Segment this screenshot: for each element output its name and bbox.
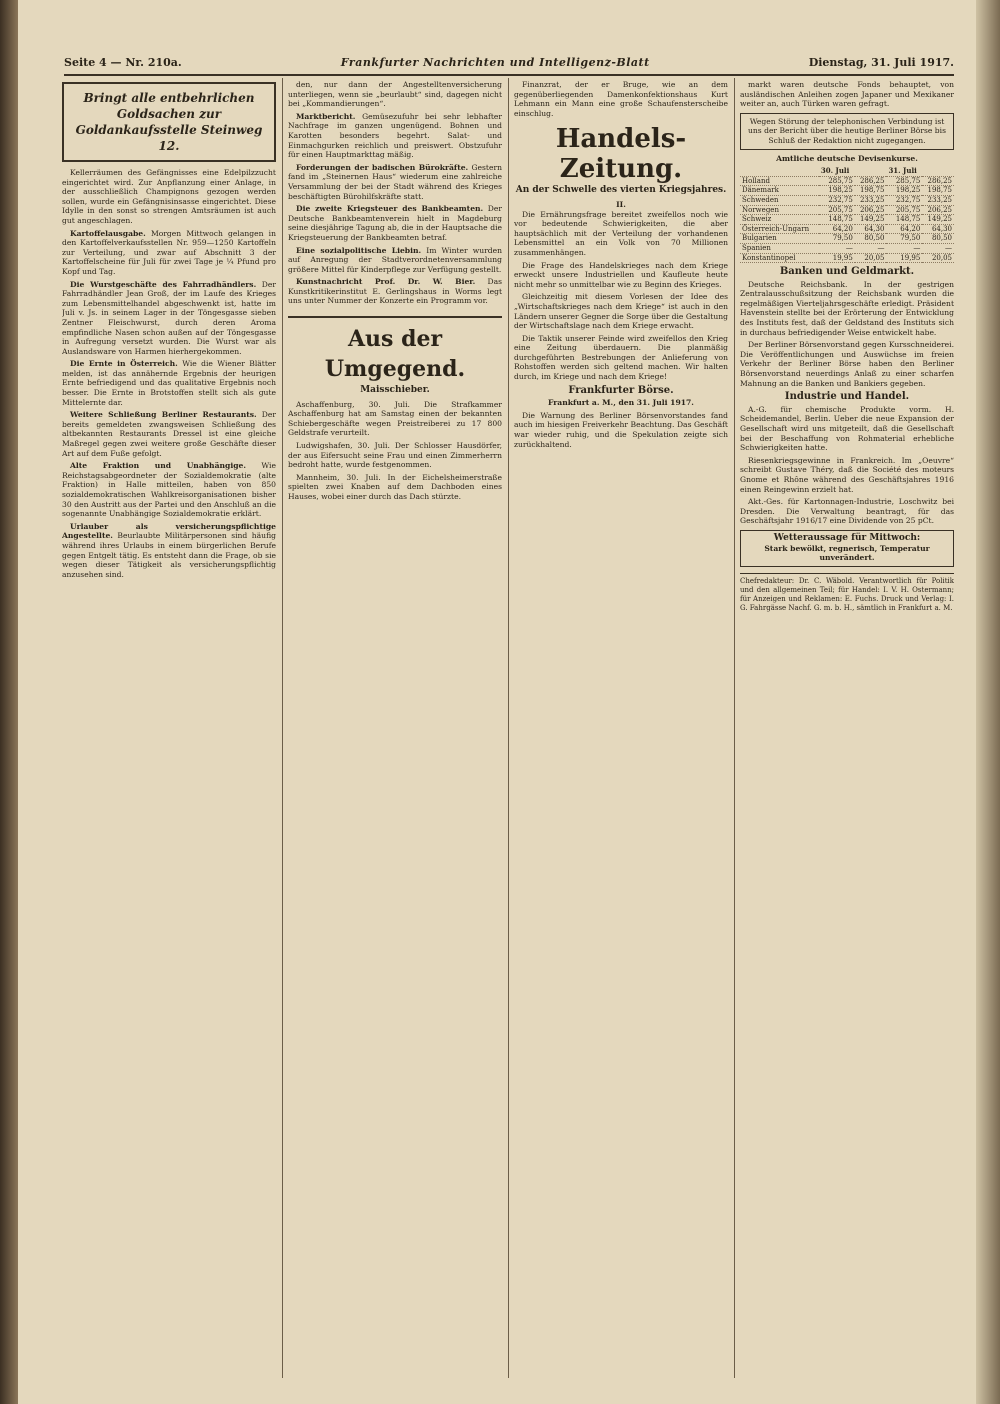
fx-cell: 205,75	[886, 205, 922, 215]
column-2	[288, 80, 502, 1380]
fx-cell: 198,25	[819, 186, 855, 196]
paragraph: Der Fahrradhändler Jean Groß, der im Laufe des Krieges zum Lebensmittelhandel abgeschwenkt ist, hatte im Juli v. Js. in seinem Lager in der Töngesgasse sieben Zentner Fleischwurst, durch deren Aroma empfindliche Nasen schon außen auf der Töngesgasse in Aufregung versetzt wurden. Die Wurst war als Auslandsware von Harmen hierhergekommen.	[62, 279, 276, 356]
paragraph: Die Warnung des Berliner Börsenvorstandes fand auch im hiesigen Freiverkehr Beachtung. Das Geschäft war wieder ruhig, und die Spekulation zeigte sich zurückhaltend.	[514, 410, 728, 449]
weather-title: Wetteraussage für Mittwoch:	[773, 532, 921, 543]
next-page-edge	[976, 0, 1000, 1404]
paragraph: Kellerräumen des Gefängnisses eine Edelpilzzucht eingerichtet wird. Zur Anpflanzung einer Anlage, in der ausschließlich Champignons gezogen werden sollen, wurde ein Gefängnisinsasse eingerichtet. Diese Idylle in den sonst so strengen Amtsräumen ist auch gut angeschlagen.	[62, 168, 276, 225]
fx-cell: Bulgarien	[740, 234, 819, 244]
paragraph: Gemüsezufuhr bei sehr lebhafter Nachfrage im ganzen ungenügend. Bohnen und Karotten besonders begehrt. Salat- und Einmachgurken reichlich und preiswert. Obstzufuhr für einen Hauptmarkttag mäßig.	[288, 111, 502, 160]
section-heading: Die Wurstgeschäfte des Fahrradhändlers.	[70, 279, 257, 289]
fx-cell: —	[819, 243, 855, 253]
paragraph: Gestern fand im „Steinernen Haus“ wiederum eine zahlreiche Versammlung der bei der Stadt während des Krieges beschäftigten Bürohilfskräfte statt.	[288, 162, 502, 201]
handels-subheading: An der Schwelle des vierten Kriegsjahres.	[515, 185, 727, 196]
imprint: Chefredakteur: Dr. C. Wäbold. Verantwortlich für Politik und den allgemeinen Teil; für Handel: I. V. H. Ostermann; für Anzeigen und Reklamen: E. Fuchs. Druck und Verlag: I. G. Fahrgässe Nachf. G. m. b. H., sämtlich in Frankfurt a. M.	[740, 573, 954, 613]
paragraph: den, nur dann der Angestelltenversicherung unterliegen, wenn sie „beurlaubt“ sind, dagegen nicht bei „Kommandierungen“.	[288, 80, 502, 109]
fx-cell: —	[886, 243, 922, 253]
banken-heading: Banken und Geldmarkt.	[779, 266, 915, 278]
paragraph: Aschaffenburg, 30. Juli. Die Strafkammer Aschaffenburg hat am Samstag einen der bekannten Schiebergeschäfte wegen Preistreiberei zu 17 800 Geldstrafe verurteilt.	[288, 399, 502, 438]
fx-row	[740, 215, 954, 225]
fx-cell: 205,75	[819, 205, 855, 215]
notice-box: Wegen Störung der telephonischen Verbindung ist uns der Bericht über die heutige Berliner Börse bis Schluß der Redaktion nicht zugegangen.	[740, 113, 954, 150]
paragraph: markt waren deutsche Fonds behauptet, von ausländischen Anleihen zogen Japaner und Mexikaner weiter an, auch Türken waren gefragt.	[740, 80, 954, 109]
page-header	[64, 56, 954, 76]
fx-cell: Schweiz	[740, 215, 819, 225]
boerse-dateline: Frankfurt a. M., den 31. Juli 1917.	[548, 398, 694, 408]
paragraph: Riesenkriegsgewinne in Frankreich. Im „Oeuvre“ schreibt Gustave Théry, daß die Société des moteurs Gnome et Rhône während des Geschäftsjahres 1916 einen Reingewinn erzielt hat.	[740, 455, 954, 494]
paragraph: Das Kunstkritikerinstitut E. Gerlingshaus in Worms legt uns unter Nummer der Konzerte ein Programm vor.	[288, 277, 502, 306]
paragraph: Deutsche Reichsbank. In der gestrigen Zentralausschußsitzung der Reichsbank wurden die regelmäßigen Vierteljahrsgeschäfte erledigt. Präsident Havenstein stellte bei der Erörterung der Entwicklung des Instituts fest, daß der Geldstand des Instituts sich in durchaus befriedigender Weise entwickelt habe.	[740, 279, 954, 337]
column-1	[62, 80, 276, 1380]
column-3	[514, 80, 728, 1380]
section-heading: Die Ernte in Österreich.	[70, 359, 178, 369]
part-numeral: II.	[616, 199, 626, 209]
fx-cell: 232,75	[819, 195, 855, 205]
fx-cell: 19,95	[886, 253, 922, 263]
fx-cell: 148,75	[819, 215, 855, 225]
fx-cell: Konstantinopel	[740, 253, 819, 263]
section-heading: Eine sozialpolitische Liebin.	[296, 245, 422, 255]
gold-ad-box: Bringt alle entbehrlichen Goldsachen zur Goldankaufsstelle Steinweg 12.	[62, 82, 276, 162]
fx-cell: 233,25	[922, 195, 954, 205]
fx-cell: 286,25	[855, 176, 887, 186]
fx-cell: —	[855, 243, 887, 253]
fx-cell: 198,75	[855, 186, 887, 196]
fx-cell: 149,25	[855, 215, 887, 225]
section-heading: Kunstnachricht Prof. Dr. W. Bier.	[296, 277, 476, 287]
paragraph: Beurlaubte Militärpersonen sind häufig während ihres Urlaubs in einem bürgerlichen Berufe gegen Entgelt tätig. Es entsteht dann die Frage, ob sie wegen dieser Tätigkeit als versicherungspflichtig anzusehen sind.	[62, 531, 276, 579]
fx-cell: 206,25	[855, 205, 887, 215]
fx-header-cell	[922, 167, 954, 176]
fx-row	[740, 186, 954, 196]
fx-cell: 79,50	[819, 234, 855, 244]
fx-cell: —	[922, 243, 954, 253]
fx-header-cell	[740, 167, 819, 176]
fx-cell: 198,25	[886, 186, 922, 196]
fx-cell: 64,30	[855, 224, 887, 234]
fx-cell: 64,20	[819, 224, 855, 234]
fx-cell: 64,30	[922, 224, 954, 234]
page-number: Seite 4 — Nr. 210a.	[64, 56, 182, 69]
paragraph: Die Ernährungsfrage bereitet zweifellos noch wie vor bedeutende Schwierigkeiten, die aber hauptsächlich mit der Verteilung der vorhandenen Lebensmittel an ein Volk von 70 Millionen zusammenhängen.	[514, 209, 728, 257]
newspaper-page	[18, 0, 976, 1404]
fx-cell: 148,75	[886, 215, 922, 225]
fx-cell: Holland	[740, 176, 819, 186]
paragraph: Die Frage des Handelskrieges nach dem Kriege erweckt unsere Industriellen und Kaufleute heute nicht mehr so unmittelbar wie zu Beginn des Krieges.	[514, 260, 728, 289]
section-heading: Marktbericht.	[296, 111, 356, 121]
section-heading: Die zweite Kriegsteuer des Bankbeamten.	[296, 204, 484, 214]
fx-cell: 198,75	[922, 186, 954, 196]
fx-header-cell	[855, 167, 887, 176]
fx-cell: 232,75	[886, 195, 922, 205]
issue-date: Dienstag, 31. Juli 1917.	[808, 56, 954, 69]
weather-text: Stark bewölkt, regnerisch, Temperatur unverändert.	[764, 543, 930, 563]
fx-cell: Schweden	[740, 195, 819, 205]
fx-header-cell: 31. Juli	[886, 167, 922, 176]
fx-title: Amtliche deutsche Devisenkurse.	[776, 153, 918, 163]
boerse-heading: Frankfurter Börse.	[568, 384, 674, 396]
paragraph: Akt.-Ges. für Kartonnagen-Industrie, Loschwitz bei Dresden. Die Verwaltung beantragt, für das Geschäftsjahr 1916/17 eine Dividende von 25 pCt.	[740, 497, 954, 526]
fx-cell: 19,95	[819, 253, 855, 263]
paragraph: Wie die Wiener Blätter melden, ist das annähernde Ergebnis der heurigen Ernte befriedigend und das qualitative Ergebnis noch besser. Die Ernte in Brotstoffen stellt sich als gute Mittelernte dar.	[62, 359, 276, 407]
paragraph: Finanzrat, der er Bruge, wie an dem gegenüberliegenden Damenkonfektionshaus Kurt Lehmann ein Mann eine große Schaufensterscheibe einschlug.	[514, 80, 728, 118]
fx-row	[740, 176, 954, 186]
fx-cell: 20,05	[855, 253, 887, 263]
fx-cell: Österreich-Ungarn	[740, 224, 819, 234]
column-rule	[282, 78, 283, 1378]
fx-cell: Norwegen	[740, 205, 819, 215]
section-heading: Alte Fraktion und Unabhängige.	[70, 461, 247, 471]
fx-row	[740, 195, 954, 205]
fx-table	[740, 167, 954, 263]
fx-cell: 206,25	[922, 205, 954, 215]
handels-zeitung-heading: Handels-Zeitung.	[555, 124, 687, 185]
paragraph: Gleichzeitig mit diesem Vorlesen der Idee des „Wirtschaftskrieges nach dem Kriege“ ist auch in den Ländern unserer Gegner die Sorge über die Gestaltung der Wirtschaftslage nach dem Kriege erwacht.	[514, 292, 728, 331]
fx-cell: Dänemark	[740, 186, 819, 196]
fx-cell: 285,75	[819, 176, 855, 186]
fx-row	[740, 253, 954, 263]
column-rule	[508, 78, 509, 1378]
paragraph: Wie Reichstagsabgeordneter der Sozialdemokratie (alte Fraktion) in Halle mitteilen, haben von 850 sozialdemokratischen Wahlkreisorganisationen bisher 30 den Austritt aus der Partei und den Anschluß an die sogenannte Unabhängige Sozialdemokratie erklärt.	[62, 461, 276, 519]
industrie-heading: Industrie und Handel.	[784, 391, 910, 403]
fx-cell: 286,25	[922, 176, 954, 186]
paragraph: Die Taktik unserer Feinde wird zweifellos den Krieg eine Zeitung überdauern. Die planmäßig durchgeführten Bestrebungen der Anlieferung von Rohstoffen werden sich geltend machen. Wir halten durch, im Kriege und nach dem Kriege!	[514, 333, 728, 382]
column-4	[740, 80, 954, 1380]
paragraph: Der Berliner Börsenvorstand gegen Kursschneiderei. Die Veröffentlichungen und Auswüchse im freien Verkehr der Berliner Börse haben den Berliner Börsenvorstand neuerdings Anlaß zu einer scharfen Mahnung an die Banken und Bankiers gegeben.	[740, 340, 954, 388]
column-rule	[734, 78, 735, 1378]
paragraph: Der Deutsche Bankbeamtenverein hielt in Magdeburg seine diesjährige Tagung ab, die in der Hauptsache die Kriegsteuerung der Bankbeamten betraf.	[288, 204, 502, 242]
fx-cell: 149,25	[922, 215, 954, 225]
paragraph: Morgen Mittwoch gelangen in den Kartoffelverkaufsstellen Nr. 959—1250 Kartoffeln zur Verteilung, und zwar auf Abschnitt 3 der Kartoffelscheine für Juli für zwei Tage je ¼ Pfund pro Kopf und Tag.	[62, 228, 276, 276]
fx-row	[740, 234, 954, 244]
umgegend-heading: Aus der Umgegend.	[324, 326, 466, 383]
fx-row	[740, 243, 954, 253]
fx-cell: 233,25	[855, 195, 887, 205]
fx-cell: 64,20	[886, 224, 922, 234]
paragraph: Ludwigshafen, 30. Juli. Der Schlosser Hausdörfer, der aus Eifersucht seine Frau und einen Zimmerherrn bedroht hatte, wurde festgenommen.	[288, 441, 502, 470]
section-heading: Kartoffelausgabe.	[70, 228, 146, 238]
fx-cell: 79,50	[886, 234, 922, 244]
paragraph: Mannheim, 30. Juli. In der Eichelsheimerstraße spielten zwei Knaben auf dem Dachboden eines Hauses, wobei einer durch das Dach stürzte.	[288, 472, 502, 501]
section-heading: Forderungen der badischen Bürokräfte.	[296, 162, 469, 172]
fx-row	[740, 205, 954, 215]
paragraph: Der bereits gemeldeten zwangsweisen Schließung des altbekannten Restaurants Dressel ist eine gleiche Maßregel gegen zwei weitere große Geschäfte dieser Art auf dem Fuße gefolgt.	[62, 410, 276, 458]
paragraph: Im Winter wurden auf Anregung der Stadtverordnetenversammlung größere Mittel für Kinderpflege zur Verfügung gestellt.	[288, 245, 502, 274]
fx-header-cell: 30. Juli	[819, 167, 855, 176]
masthead: Frankfurter Nachrichten und Intelligenz-Blatt	[340, 56, 650, 69]
fx-cell: 285,75	[886, 176, 922, 186]
book-spine	[0, 0, 18, 1404]
weather-box	[740, 530, 954, 567]
section-heading: Weitere Schließung Berliner Restaurants.	[70, 410, 257, 420]
paragraph: A.-G. für chemische Produkte vorm. H. Scheidemandel, Berlin. Ueber die neue Expansion der Gesellschaft wird uns mitgeteilt, daß die Gesellschaft bei der Beschaffung von Rohmaterial erhebliche Schwierigkeiten hatte.	[740, 404, 954, 453]
fx-cell: 20,05	[922, 253, 954, 263]
fx-cell: Spanien	[740, 243, 819, 253]
fx-cell: 80,50	[922, 234, 954, 244]
section-divider	[288, 316, 502, 318]
fx-row	[740, 224, 954, 234]
umgegend-subheading: Maisschieber.	[360, 385, 430, 396]
fx-cell: 80,50	[855, 234, 887, 244]
section-heading: Urlauber als versicherungspflichtige Angestellte.	[62, 521, 276, 541]
